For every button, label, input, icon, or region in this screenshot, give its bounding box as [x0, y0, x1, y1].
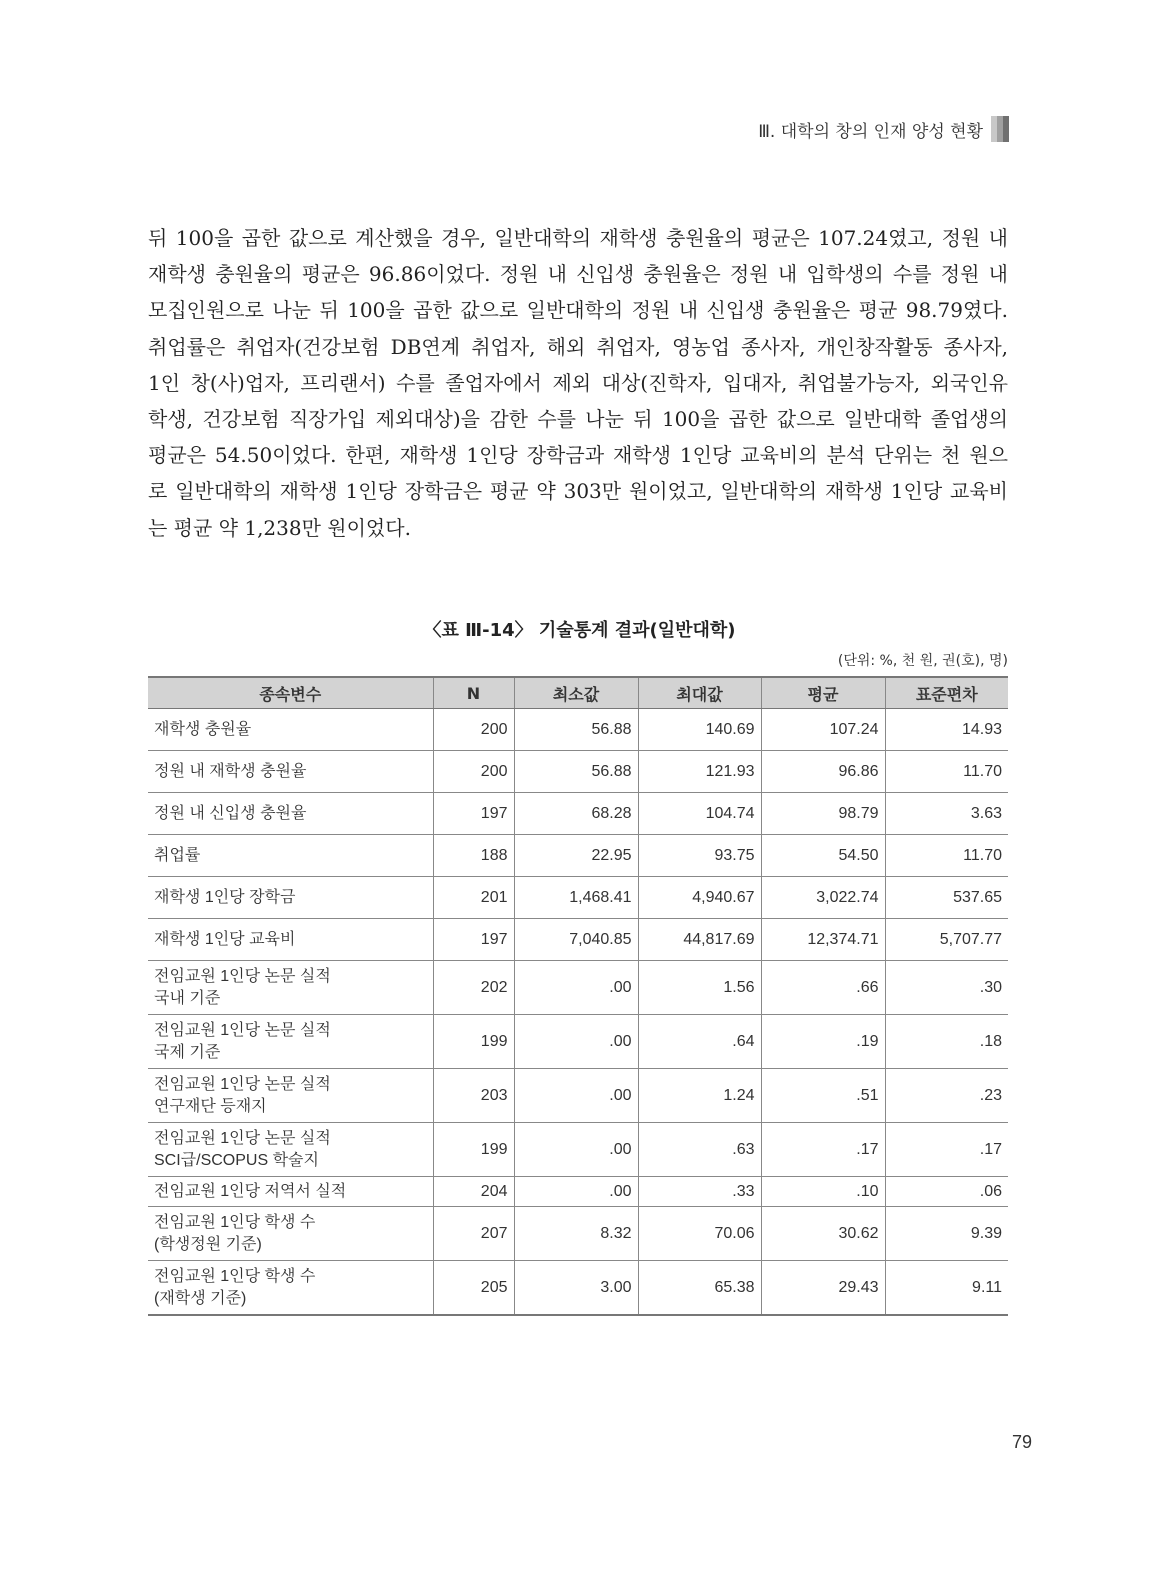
table-cell: 7,040.85 [514, 919, 638, 961]
table-row [148, 919, 1008, 961]
row-label-line: 국제 기준 [154, 1043, 221, 1061]
table-row [148, 1177, 1008, 1207]
table-row [148, 751, 1008, 793]
row-label [148, 1069, 433, 1123]
row-label-line: 재학생 1인당 교육비 [154, 930, 296, 948]
table-cell: 54.50 [761, 835, 885, 877]
body-paragraph [148, 220, 1008, 546]
table-row [148, 1261, 1008, 1316]
row-label-line: 재학생 1인당 장학금 [154, 888, 296, 906]
table-cell: .00 [514, 1069, 638, 1123]
table-row [148, 1207, 1008, 1261]
table-cell: .00 [514, 1177, 638, 1207]
column-header: 종속변수 [148, 677, 433, 709]
table-cell: 199 [433, 1123, 514, 1177]
table-cell: 121.93 [638, 751, 761, 793]
row-label-line: 전임교원 1인당 논문 실적 [154, 1021, 331, 1039]
row-label-line: 연구재단 등재지 [154, 1097, 267, 1115]
table-cell: 93.75 [638, 835, 761, 877]
row-label-line: 취업률 [154, 846, 201, 864]
table-cell: 14.93 [885, 709, 1008, 751]
table-cell: 56.88 [514, 709, 638, 751]
row-label-line: 전임교원 1인당 논문 실적 [154, 1129, 331, 1147]
table-cell: 3.00 [514, 1261, 638, 1316]
row-label [148, 1207, 433, 1261]
table-cell: 12,374.71 [761, 919, 885, 961]
table-cell: 9.11 [885, 1261, 1008, 1316]
table-row [148, 877, 1008, 919]
table-cell: 22.95 [514, 835, 638, 877]
page-number: 79 [1011, 1432, 1032, 1452]
table-cell: 537.65 [885, 877, 1008, 919]
table-cell: 203 [433, 1069, 514, 1123]
table-cell: 202 [433, 961, 514, 1015]
table-cell: .00 [514, 1123, 638, 1177]
table-cell: .18 [885, 1015, 1008, 1069]
table-cell: .66 [761, 961, 885, 1015]
row-label-line: SCI급/SCOPUS 학술지 [154, 1151, 319, 1169]
table-cell: 8.32 [514, 1207, 638, 1261]
row-label-line: 국내 기준 [154, 989, 221, 1007]
row-label [148, 1123, 433, 1177]
table-cell: 30.62 [761, 1207, 885, 1261]
table-cell: 11.70 [885, 751, 1008, 793]
table-cell: 70.06 [638, 1207, 761, 1261]
table-cell: .17 [761, 1123, 885, 1177]
paragraph-line: 모집인원으로 나눈 뒤 100을 곱한 값으로 일반대학의 정원 내 신입생 충원율은 평균 98.79였다. [148, 298, 1008, 323]
table-cell: 200 [433, 709, 514, 751]
table-cell: 1,468.41 [514, 877, 638, 919]
running-header [758, 116, 1009, 142]
row-label [148, 919, 433, 961]
table-cell: .19 [761, 1015, 885, 1069]
table-cell: 1.24 [638, 1069, 761, 1123]
table-cell: 197 [433, 793, 514, 835]
paragraph-line: 취업률은 취업자(건강보험 DB연계 취업자, 해외 취업자, 영농업 종사자, 개인창작활동 종사자, [148, 334, 1008, 359]
table-cell: 3.63 [885, 793, 1008, 835]
table-cell: 98.79 [761, 793, 885, 835]
row-label-line: 전임교원 1인당 논문 실적 [154, 1075, 331, 1093]
table-cell: 197 [433, 919, 514, 961]
row-label [148, 709, 433, 751]
table-cell: .10 [761, 1177, 885, 1207]
paragraph-line: 학생, 건강보험 직장가입 제외대상)을 감한 수를 나눈 뒤 100을 곱한 값으로 일반대학 졸업생의 [148, 406, 1008, 431]
row-label-line: 전임교원 1인당 학생 수 [154, 1267, 316, 1285]
table-cell: .51 [761, 1069, 885, 1123]
table-row [148, 1123, 1008, 1177]
table-cell: .33 [638, 1177, 761, 1207]
table-cell: 29.43 [761, 1261, 885, 1316]
row-label-line: 정원 내 신입생 충원율 [154, 804, 307, 822]
column-header: 최대값 [638, 677, 761, 709]
row-label-line: 재학생 충원율 [154, 720, 252, 738]
column-header: 평균 [761, 677, 885, 709]
table-cell: .30 [885, 961, 1008, 1015]
table-cell: .17 [885, 1123, 1008, 1177]
row-label [148, 1261, 433, 1316]
table-caption: 〈표 Ⅲ-14〉 기술통계 결과(일반대학) [423, 620, 736, 641]
table-cell: 56.88 [514, 751, 638, 793]
table-row [148, 709, 1008, 751]
row-label-line: (학생정원 기준) [154, 1235, 262, 1253]
table-cell: 200 [433, 751, 514, 793]
table-cell: .06 [885, 1177, 1008, 1207]
table-cell: 201 [433, 877, 514, 919]
table-cell: .63 [638, 1123, 761, 1177]
row-label [148, 961, 433, 1015]
table-cell: 1.56 [638, 961, 761, 1015]
table-cell: 188 [433, 835, 514, 877]
header-bars-decoration [991, 116, 1009, 142]
paragraph-line: 1인 창(사)업자, 프리랜서) 수를 졸업자에서 제외 대상(진학자, 입대자, 취업불가능자, 외국인유 [148, 370, 1008, 395]
table-row [148, 793, 1008, 835]
row-label [148, 793, 433, 835]
row-label [148, 1015, 433, 1069]
table-row [148, 961, 1008, 1015]
table-cell: 5,707.77 [885, 919, 1008, 961]
table-row [148, 1015, 1008, 1069]
paragraph-line: 로 일반대학의 재학생 1인당 장학금은 평균 약 303만 원이었고, 일반대학의 재학생 1인당 교육비 [148, 479, 1008, 504]
table-cell: 9.39 [885, 1207, 1008, 1261]
row-label-line: 전임교원 1인당 학생 수 [154, 1213, 316, 1231]
row-label [148, 751, 433, 793]
table-cell: 68.28 [514, 793, 638, 835]
table-cell: 140.69 [638, 709, 761, 751]
table-cell: 205 [433, 1261, 514, 1316]
table-unit-note: (단위: %, 천 원, 권(호), 명) [837, 653, 1008, 669]
row-label [148, 1177, 433, 1207]
table-cell: 107.24 [761, 709, 885, 751]
column-header: 표준편차 [885, 677, 1008, 709]
row-label-line: 정원 내 재학생 충원율 [154, 762, 307, 780]
table-cell: 204 [433, 1177, 514, 1207]
table-cell: 96.86 [761, 751, 885, 793]
paragraph-line: 평균은 54.50이었다. 한편, 재학생 1인당 장학금과 재학생 1인당 교육비의 분석 단위는 천 원으 [148, 443, 1008, 468]
running-header-text: Ⅲ. 대학의 창의 인재 양성 현황 [758, 121, 983, 142]
column-header: N [433, 677, 514, 709]
paragraph-line: 는 평균 약 1,238만 원이었다. [148, 515, 411, 540]
row-label-line: (재학생 기준) [154, 1289, 247, 1307]
table-cell: 104.74 [638, 793, 761, 835]
table-cell: 199 [433, 1015, 514, 1069]
row-label-line: 전임교원 1인당 저역서 실적 [154, 1182, 347, 1200]
row-label [148, 877, 433, 919]
descriptive-statistics-table [148, 676, 1008, 1316]
paragraph-line: 재학생 충원율의 평균은 96.86이었다. 정원 내 신입생 충원율은 정원 내 입학생의 수를 정원 내 [148, 262, 1008, 287]
table-cell: 11.70 [885, 835, 1008, 877]
row-label [148, 835, 433, 877]
table-cell: .64 [638, 1015, 761, 1069]
column-header: 최소값 [514, 677, 638, 709]
table-row [148, 835, 1008, 877]
table-row [148, 1069, 1008, 1123]
table-cell: .00 [514, 1015, 638, 1069]
row-label-line: 전임교원 1인당 논문 실적 [154, 967, 331, 985]
table-cell: .23 [885, 1069, 1008, 1123]
table-cell: 207 [433, 1207, 514, 1261]
paragraph-line: 뒤 100을 곱한 값으로 계산했을 경우, 일반대학의 재학생 충원율의 평균은 107.24였고, 정원 내 [148, 226, 1008, 250]
table-cell: 44,817.69 [638, 919, 761, 961]
table-header-row [148, 677, 1008, 709]
table-cell: 3,022.74 [761, 877, 885, 919]
table-cell: 4,940.67 [638, 877, 761, 919]
table-cell: .00 [514, 961, 638, 1015]
table-cell: 65.38 [638, 1261, 761, 1316]
